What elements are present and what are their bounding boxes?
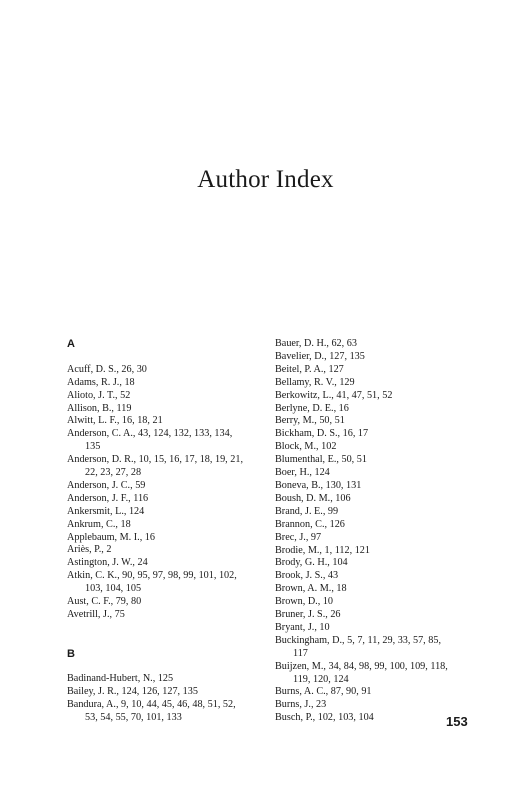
index-entry-text: Burns, A. C., 87, 90, 91 <box>275 686 372 698</box>
index-entry-text: Aust, C. F., 79, 80 <box>67 596 142 608</box>
index-entry-text: Adams, R. J., 18 <box>67 376 135 388</box>
index-entry <box>67 673 267 686</box>
index-entry <box>67 686 267 699</box>
index-entry <box>67 415 267 428</box>
section-letter-b: B <box>67 647 75 660</box>
index-entry <box>67 544 267 557</box>
index-entry-text: Berlyne, D. E., 16 <box>275 402 349 414</box>
index-entry <box>275 686 470 699</box>
index-entry-text: Brec, J., 97 <box>275 531 322 543</box>
index-entry <box>275 441 470 454</box>
index-entry <box>275 519 470 532</box>
index-entry-text: Busch, P., 102, 103, 104 <box>275 712 374 724</box>
index-entry-text: Brand, J. E., 99 <box>275 505 339 517</box>
index-entry-text: Ankersmit, L., 124 <box>67 505 145 517</box>
index-entry-text: Bellamy, R. V., 129 <box>275 376 355 388</box>
index-entry <box>275 338 470 351</box>
index-entry <box>275 403 470 416</box>
index-entry <box>67 364 267 377</box>
index-entry-continuation: 119, 120, 124 <box>293 673 349 685</box>
index-entry-text: Badinand-Hubert, N., 125 <box>67 673 174 685</box>
index-entry-text: Buijzen, M., 34, 84, 98, 99, 100, 109, 118, <box>275 660 448 672</box>
index-entry-text: Brown, A. M., 18 <box>275 583 347 595</box>
index-entry <box>67 403 267 416</box>
index-entry <box>275 351 470 364</box>
index-entry <box>275 661 470 687</box>
index-entry-text: Brannon, C., 126 <box>275 518 345 530</box>
index-entry-text: Brody, G. H., 104 <box>275 557 348 569</box>
index-entry <box>275 583 470 596</box>
index-entry <box>67 570 267 596</box>
index-entry <box>275 428 470 441</box>
index-entry <box>275 557 470 570</box>
index-entry-text: Atkin, C. K., 90, 95, 97, 98, 99, 101, 102, <box>67 570 237 582</box>
index-entry-text: Bailey, J. R., 124, 126, 127, 135 <box>67 686 198 698</box>
index-entry-continuation: 103, 104, 105 <box>85 583 142 595</box>
index-entry-continuation: 22, 23, 27, 28 <box>85 467 142 479</box>
index-entry <box>67 532 267 545</box>
index-entry-text: Bickham, D. S., 16, 17 <box>275 428 369 440</box>
index-entry <box>275 609 470 622</box>
index-entry-text: Buckingham, D., 5, 7, 11, 29, 33, 57, 85, <box>275 634 442 646</box>
index-entry-text: Brown, D., 10 <box>275 596 334 608</box>
index-column-right <box>275 338 470 725</box>
index-entry-continuation: 53, 54, 55, 70, 101, 133 <box>85 712 182 724</box>
index-entry-text: Boneva, B., 130, 131 <box>275 479 362 491</box>
index-entry <box>275 506 470 519</box>
index-entry <box>67 557 267 570</box>
page-number: 153 <box>446 714 468 729</box>
index-entry <box>67 390 267 403</box>
index-entry <box>275 480 470 493</box>
index-entry-text: Bauer, D. H., 62, 63 <box>275 338 357 349</box>
index-entry-text: Applebaum, M. I., 16 <box>67 531 155 543</box>
index-entry <box>275 712 470 725</box>
index-entry-text: Bavelier, D., 127, 135 <box>275 350 365 362</box>
index-entry-continuation: 117 <box>293 647 308 659</box>
index-entry-text: Avetrill, J., 75 <box>67 609 125 620</box>
index-entry-text: Block, M., 102 <box>275 441 337 453</box>
index-entry <box>275 377 470 390</box>
index-entry-continuation: 135 <box>85 441 101 453</box>
section-b-entries <box>67 673 267 725</box>
index-entry-text: Berry, M., 50, 51 <box>275 415 345 427</box>
index-entry <box>275 635 470 661</box>
index-entry <box>275 570 470 583</box>
index-entry-text: Anderson, J. C., 59 <box>67 479 146 491</box>
index-entry-text: Alwitt, L. F., 16, 18, 21 <box>67 415 163 427</box>
index-entry-text: Blumenthal, E., 50, 51 <box>275 454 367 466</box>
index-entry <box>275 364 470 377</box>
index-column-left <box>67 338 267 725</box>
index-entry <box>275 532 470 545</box>
index-entry <box>67 377 267 390</box>
index-entry <box>67 506 267 519</box>
index-entry <box>67 609 267 622</box>
index-entry-text: Anderson, J. F., 116 <box>67 492 149 504</box>
index-entry-text: Bandura, A., 9, 10, 44, 45, 46, 48, 51, 52, <box>67 699 236 711</box>
index-entry-text: Boer, H., 124 <box>275 467 330 479</box>
index-entry-text: Boush, D. M., 106 <box>275 492 351 504</box>
section-letter-a: A <box>67 338 75 350</box>
index-entry <box>275 390 470 403</box>
index-entry <box>275 622 470 635</box>
index-entry <box>67 428 267 454</box>
index-entry-text: Anderson, C. A., 43, 124, 132, 133, 134, <box>67 428 233 440</box>
index-entry-text: Bryant, J., 10 <box>275 621 330 633</box>
section-b-continued-entries <box>275 338 470 725</box>
index-entry <box>275 493 470 506</box>
index-entry <box>67 596 267 609</box>
index-entry-text: Alioto, J. T., 52 <box>67 389 131 401</box>
index-entry-text: Beitel, P. A., 127 <box>275 363 344 375</box>
index-entry <box>67 454 267 480</box>
index-entry <box>67 699 267 725</box>
index-entry-text: Brook, J. S., 43 <box>275 570 339 582</box>
index-entry <box>275 415 470 428</box>
index-entry <box>67 519 267 532</box>
section-a-entries <box>67 364 267 622</box>
page-title: Author Index <box>197 166 334 193</box>
index-entry <box>67 493 267 506</box>
index-entry <box>67 480 267 493</box>
index-entry-text: Ariès, P., 2 <box>67 544 112 556</box>
index-entry-text: Brodie, M., 1, 112, 121 <box>275 544 370 556</box>
index-entry <box>275 454 470 467</box>
index-entry <box>275 596 470 609</box>
index-entry <box>275 699 470 712</box>
index-entry-text: Burns, J., 23 <box>275 699 327 711</box>
index-entry-text: Allison, B., 119 <box>67 402 132 414</box>
index-entry-text: Acuff, D. S., 26, 30 <box>67 363 147 375</box>
index-entry-text: Ankrum, C., 18 <box>67 518 131 530</box>
index-entry-text: Berkowitz, L., 41, 47, 51, 52 <box>275 389 393 401</box>
index-entry-text: Bruner, J. S., 26 <box>275 609 341 621</box>
index-entry <box>275 467 470 480</box>
index-entry <box>275 545 470 558</box>
index-entry-text: Astington, J. W., 24 <box>67 557 148 569</box>
index-entry-text: Anderson, D. R., 10, 15, 16, 17, 18, 19, 21, <box>67 454 244 466</box>
